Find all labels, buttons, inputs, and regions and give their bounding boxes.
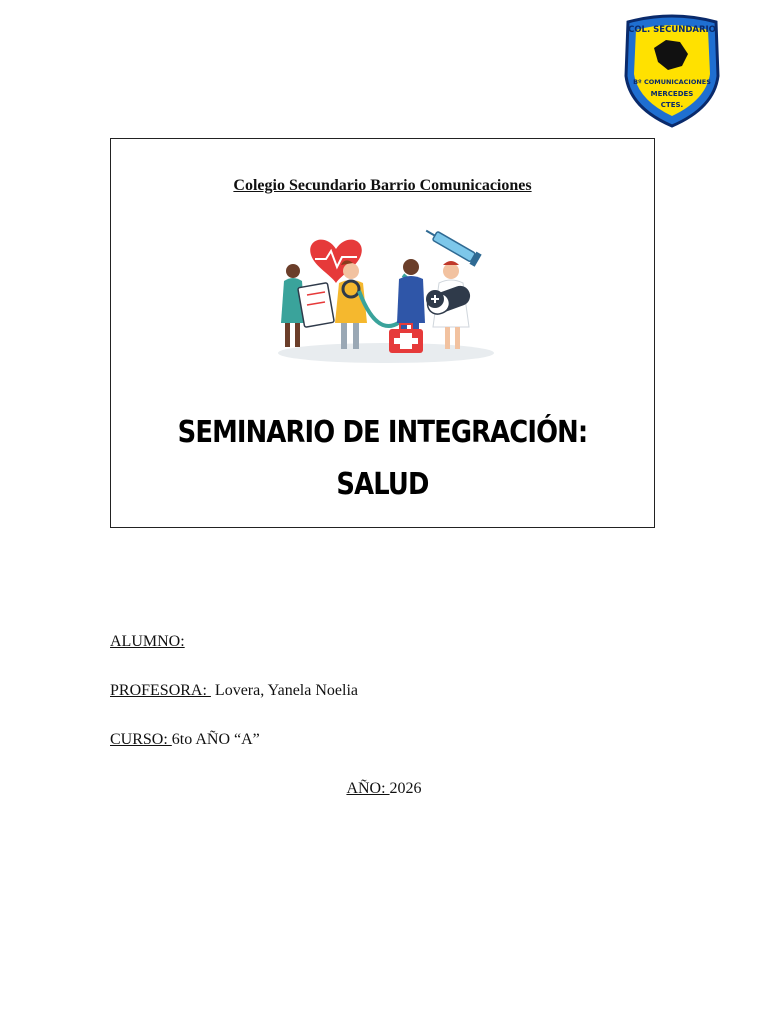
curso-label: CURSO: [110, 731, 172, 748]
logo-text-1: COL. SECUNDARIO [628, 25, 716, 35]
anio-row [0, 780, 768, 798]
curso-value: 6to AÑO “A” [171, 731, 260, 748]
anio-value: 2026 [389, 780, 422, 797]
logo-text-2: Bº COMUNICACIONES [633, 78, 711, 86]
profesora-value: Lovera, Yanela Noelia [210, 682, 358, 699]
medical-staff-illustration-icon [271, 219, 501, 369]
logo-text-3: MERCEDES [650, 90, 694, 98]
logo-text-4: CTES. [660, 101, 684, 109]
profesora-row [110, 682, 358, 700]
school-name: Colegio Secundario Barrio Comunicaciones [233, 177, 532, 194]
curso-row [110, 731, 260, 749]
alumno-row [110, 633, 185, 651]
title-line-1: SEMINARIO DE INTEGRACIÓN: [177, 415, 588, 450]
alumno-label: ALUMNO: [110, 633, 185, 650]
anio-label: AÑO: [346, 780, 390, 797]
title-line-2: SALUD [336, 467, 429, 502]
profesora-label: PROFESORA: [110, 682, 211, 699]
school-logo [622, 12, 722, 128]
cover-box [110, 138, 655, 528]
